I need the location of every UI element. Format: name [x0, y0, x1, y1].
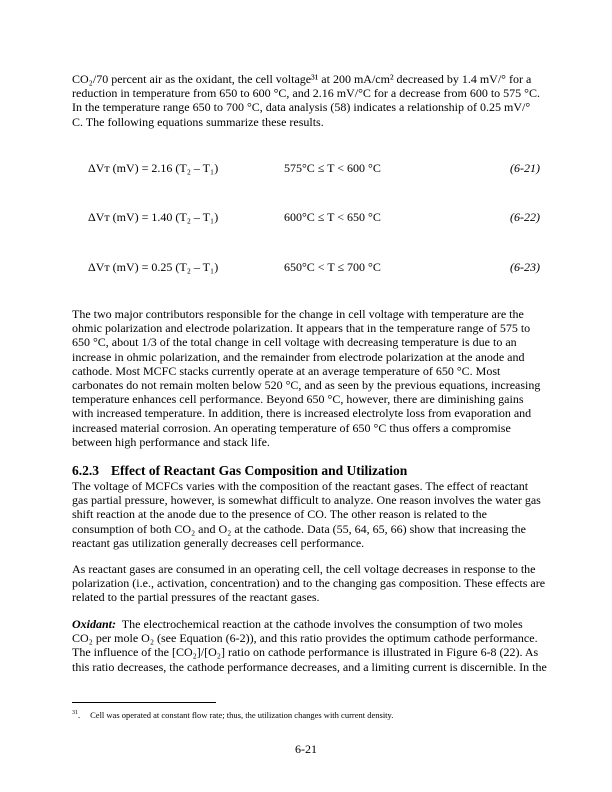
text-line: related to the partial pressures of the reactant gases. — [72, 590, 320, 605]
section-title: Effect of Reactant Gas Composition and Utilization — [111, 463, 408, 478]
paragraph-contributors — [72, 307, 552, 449]
text-line: ohmic polarization and electrode polarization. It appears that in the temperature range of 575 to — [72, 321, 531, 336]
text-segment: The electrochemical reaction at the cathode involves the consumption of two moles — [116, 617, 523, 631]
equation-6-23 — [88, 260, 540, 274]
text-line — [72, 617, 552, 631]
footnote-divider — [72, 702, 216, 703]
paragraph-consumption — [72, 562, 552, 605]
equation-label: (6-23) — [510, 260, 540, 274]
text-line: The voltage of MCFCs varies with the composition of the reactant gases. The effect of reactant — [72, 479, 529, 493]
text-line: temperature enhances cell performance. Beyond 650 °C, however, there are diminishing gains — [72, 392, 524, 407]
text-line: carbonates do not remain molten below 520 °C, and as seen by the previous equations, increasing — [72, 378, 541, 393]
equation-6-22 — [88, 210, 540, 224]
text-line: 650 °C, about 1/3 of the total change in cell voltage with decreasing temperature is due to an — [72, 335, 517, 350]
section-number: 6.2.3 — [72, 463, 99, 478]
paragraph-intro — [72, 72, 552, 129]
paragraph-gas-composition — [72, 479, 552, 550]
text-line: between high performance and stack life. — [72, 434, 270, 449]
text-line: increased material corrosion. An operating temperature of 650 °C thus offers a compromise — [72, 420, 511, 435]
section-heading — [72, 463, 407, 479]
equation-range: 650°C < T ≤ 700 °C — [284, 260, 381, 274]
text-line: shift reaction at the anode due to the presence of CO. The other reason is related to the — [72, 507, 487, 522]
text-line: cathode. Most MCFC stacks currently operate at an average temperature of 650 °C. Most — [72, 363, 501, 378]
text-line: increase in ohmic polarization, and the remainder from electrode polarization at the anode and — [72, 349, 525, 364]
text-line: consumption of both CO₂ and O₂ at the cathode. Data (55, 64, 65, 66) show that increasing the — [72, 521, 526, 536]
text-line: with increased temperature. In addition, there is increased electrolyte loss from evaporation and — [72, 406, 532, 421]
text-line: The two major contributors responsible for the change in cell voltage with temperature are the — [72, 307, 524, 321]
text-line: The influence of the [CO₂]/[O₂] ratio on cathode performance is illustrated in Figure 6-8 (22). As — [72, 645, 539, 660]
equation-label: (6-22) — [510, 210, 540, 224]
equation-6-21 — [88, 161, 540, 175]
equation-expression: ΔVᴛ (mV) = 1.40 (T₂ – T₁) — [88, 210, 219, 224]
footnote: $^{31}$. Cell was operated at constant flow rate; thus, the utilization changes with current density. — [72, 710, 394, 720]
equation-label: (6-21) — [510, 161, 540, 175]
paragraph-oxidant — [72, 617, 552, 674]
equation-range: 600°C ≤ T < 650 °C — [284, 210, 381, 224]
equation-expression: ΔVᴛ (mV) = 0.25 (T₂ – T₁) — [88, 260, 219, 274]
text-line: reduction in temperature from 650 to 600 °C, and 2.16 mV/°C for a decrease from 600 to 575 °C. — [72, 86, 540, 101]
footnote-marker: 31 — [72, 710, 78, 717]
text-line: C. The following equations summarize these results. — [72, 114, 324, 129]
text-line: CO₂/70 percent air as the oxidant, the cell voltage³¹ at 200 mA/cm² decreased by 1.4 mV/° for a — [72, 72, 532, 86]
text-line: In the temperature range 650 to 700 °C, data analysis (58) indicates a relationship of 0.25 mV/° — [72, 100, 531, 115]
text-line: polarization (i.e., activation, concentration) and to the changing gas composition. These effects are — [72, 576, 546, 591]
text-line: As reactant gases are consumed in an operating cell, the cell voltage decreases in response to the — [72, 562, 536, 576]
oxidant-lead: Oxidant: — [72, 617, 117, 631]
text-line: this ratio decreases, the cathode performance decreases, and a limiting current is discernible. In the — [72, 659, 547, 674]
page-number: 6-21 — [295, 742, 317, 756]
text-line: reactant gas utilization generally decreases cell performance. — [72, 535, 365, 550]
footnote-text: Cell was operated at constant flow rate; thus, the utilization changes with current density. — [90, 710, 394, 720]
equation-range: 575°C ≤ T < 600 °C — [284, 161, 381, 175]
text-line: gas partial pressure, however, is somewhat difficult to analyze. One reason involves the water gas — [72, 493, 541, 508]
text-line: CO₂ per mole O₂ (see Equation (6-2)), and this ratio provides the optimum cathode performance. — [72, 631, 538, 646]
equation-expression: ΔVᴛ (mV) = 2.16 (T₂ – T₁) — [88, 161, 219, 175]
